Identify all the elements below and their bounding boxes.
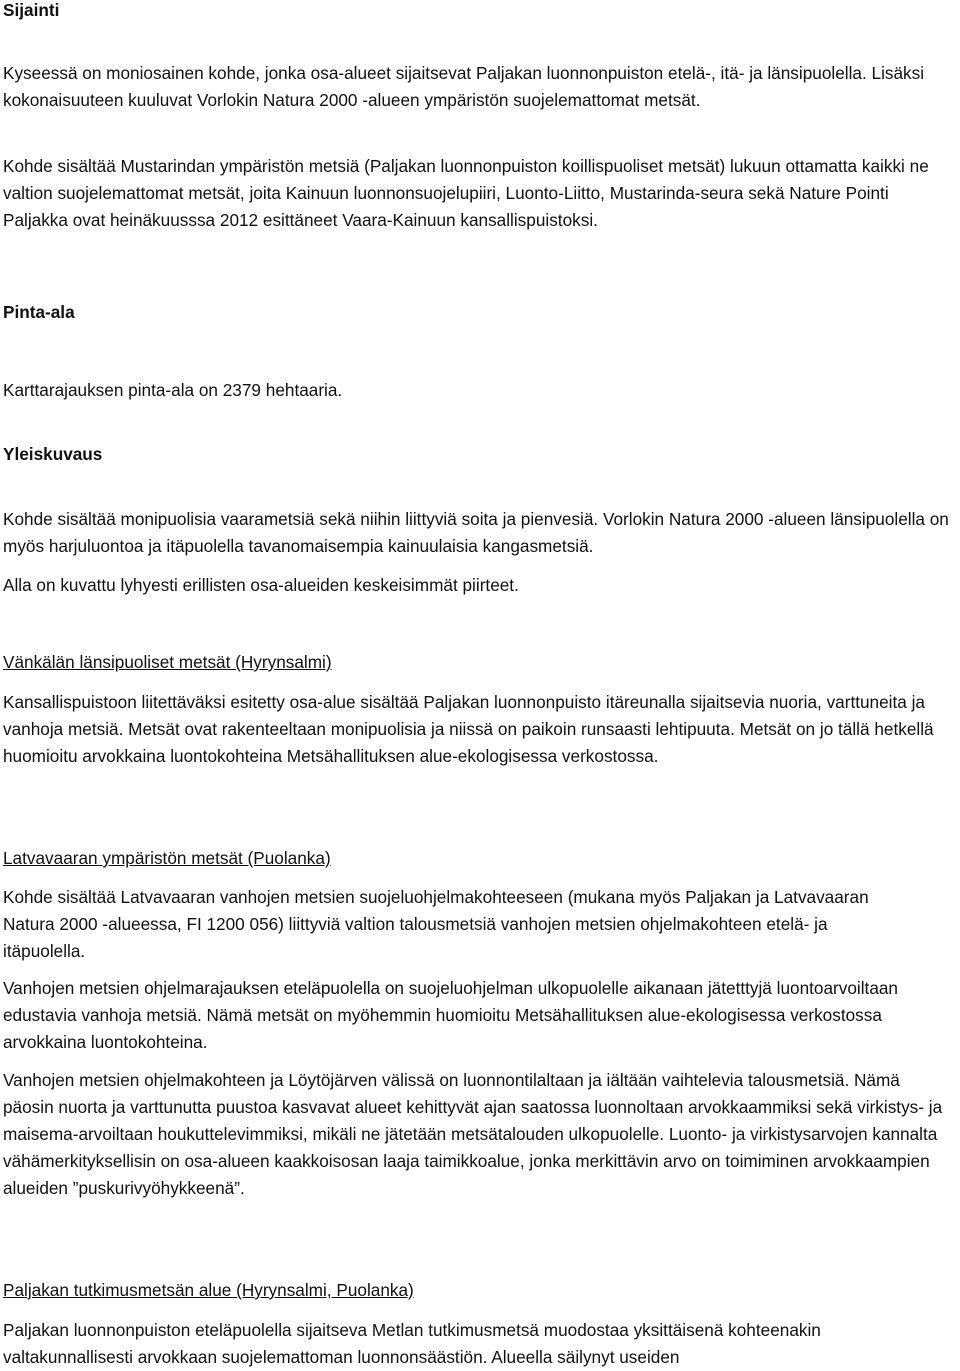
paragraph: Kohde sisältää monipuolisia vaarametsiä sekä niihin liittyviä soita ja pienvesiä. Vorlokin Natura 2000 -alueen länsipuolella on myös harjuluontoa ja itäpuolella tavanomaisempia kainuulaisia kangasmetsiä. [3, 509, 949, 556]
paragraph: Vanhojen metsien ohjelmakohteen ja Löytöjärven välissä on luonnontilaltaan ja iältään vaihtelevia talousmetsiä. Nämä päosin nuorta ja varttunutta puustoa kasvavat alueet kehittyvät ajan saatossa luonnoltaan arvokkaammiksi sekä virkistys- ja maisema-arvoiltaan houkuttelevimmiksi, mikäli ne jätetään metsätalouden ulkopuolelle. Luonto- ja virkistysarvojen kannalta vähämerkityksellisin on osa-alueen kaakkoisosan laaja taimikkoalue, jonka merkittävin arvo on toimiminen arvokkaampien alueiden ”puskurivyöhykkeenä”. [3, 1070, 943, 1198]
section-heading-yleiskuvaus: Yleiskuvaus [3, 444, 103, 464]
paragraph: Kohde sisältää Latvavaaran vanhojen metsien suojeluohjelmakohteeseen (mukana myös Paljakan ja Latvavaaran Natura 2000 -alueessa, FI 1200 056) liittyviä valtion talousmetsiä vanhojen metsien ohjelmakohteen etelä- ja itäpuolella. [3, 887, 869, 961]
paragraph: Karttarajauksen pinta-ala on 2379 hehtaaria. [3, 380, 343, 400]
paragraph: Vanhojen metsien ohjelmarajauksen eteläpuolella on suojeluohjelman ulkopuolelle aikanaan jätetttyjä luontoarvoiltaan edustavia vanhoja metsiä. Nämä metsät on myöhemmin huomioitu Metsähallituksen alue-ekologisessa verkostossa arvokkaina luontokohteina. [3, 978, 898, 1052]
subsection-heading-latvavaara: Latvavaaran ympäristön metsät (Puolanka) [3, 848, 331, 868]
subsection-heading-vankala: Vänkälän länsipuoliset metsät (Hyrynsalmi) [3, 652, 332, 672]
section-heading-sijainti: Sijainti [3, 0, 60, 20]
paragraph: Paljakan luonnonpuiston eteläpuolella sijaitseva Metlan tutkimusmetsä muodostaa yksittäisenä kohteenakin valtakunnallisesti arvokkaan suojelemattoman luonnonsäästiön. Alueella säilynyt useiden [3, 1320, 821, 1367]
subsection-heading-tutkimusmetsa: Paljakan tutkimusmetsän alue (Hyrynsalmi, Puolanka) [3, 1280, 414, 1300]
section-heading-pinta-ala: Pinta-ala [3, 302, 75, 322]
paragraph: Kansallispuistoon liitettäväksi esitetty osa-alue sisältää Paljakan luonnonpuisto itäreunalla sijaitsevia nuoria, varttuneita ja vanhoja metsiä. Metsät ovat rakenteeltaan monipuolisia ja niissä on paikoin runsaasti lehtipuuta. Metsät on jo tällä hetkellä huomioitu arvokkaina luontokohteina Metsähallituksen alue-ekologisessa verkostossa. [3, 692, 934, 766]
paragraph: Alla on kuvattu lyhyesti erillisten osa-alueiden keskeisimmät piirteet. [3, 575, 519, 595]
paragraph: Kohde sisältää Mustarindan ympäristön metsiä (Paljakan luonnonpuiston koillispuoliset metsät) lukuun ottamatta kaikki ne valtion suojelemattomat metsät, joita Kainuun luonnonsuojelupiiri, Luonto-Liitto, Mustarinda-seura sekä Nature Pointi Paljakka ovat heinäkuusssa 2012 esittäneet Vaara-Kainuun kansallispuistoksi. [3, 156, 929, 230]
paragraph: Kyseessä on moniosainen kohde, jonka osa-alueet sijaitsevat Paljakan luonnonpuiston etelä-, itä- ja länsipuolella. Lisäksi kokonaisuuteen kuuluvat Vorlokin Natura 2000 -alueen ympäristön suojelemattomat metsät. [3, 63, 925, 110]
